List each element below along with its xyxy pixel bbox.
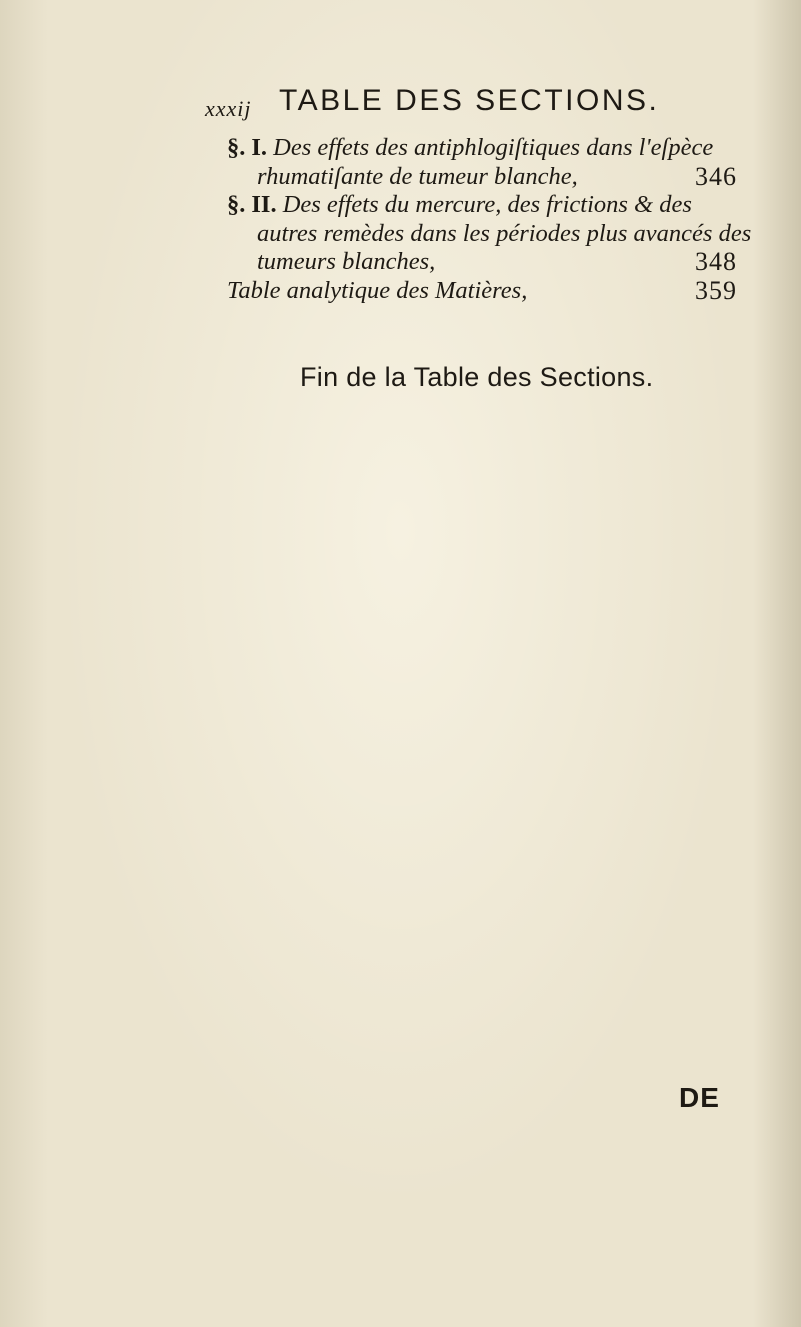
- section-title-line-1: Des effets des antiphlogiſtiques dans l'eſpèce: [273, 134, 714, 161]
- catchword: DE: [679, 1082, 720, 1113]
- section-number: II.: [251, 191, 277, 218]
- section-entry-1: [227, 134, 737, 191]
- page-header: [205, 82, 675, 126]
- section-title-line-1: Des effets du mercure, des frictions & des: [282, 191, 692, 218]
- entry-title: Table analytique des Matières,: [227, 276, 528, 304]
- section-title-line-2: rhumatiſante de tumeur blanche,: [257, 162, 578, 190]
- running-title: TABLE DES SECTIONS.: [279, 84, 660, 117]
- section-title-line-3: tumeurs blanches,: [257, 248, 436, 275]
- page-reference: 348: [695, 247, 737, 276]
- page-reference: 346: [695, 161, 737, 191]
- section-title-line-2: autres remèdes dans les périodes plus avancés des: [257, 219, 752, 247]
- end-of-table-note: Fin de la Table des Sections.: [300, 362, 654, 392]
- analytic-table-entry: [227, 277, 737, 306]
- folio-number: xxxij: [205, 96, 252, 121]
- section-marker: §.: [227, 134, 246, 161]
- section-entry-2: [227, 191, 752, 277]
- section-number: I.: [251, 134, 268, 161]
- table-of-sections: [227, 134, 752, 305]
- section-marker: §.: [227, 191, 246, 218]
- page-reference: 359: [695, 275, 737, 305]
